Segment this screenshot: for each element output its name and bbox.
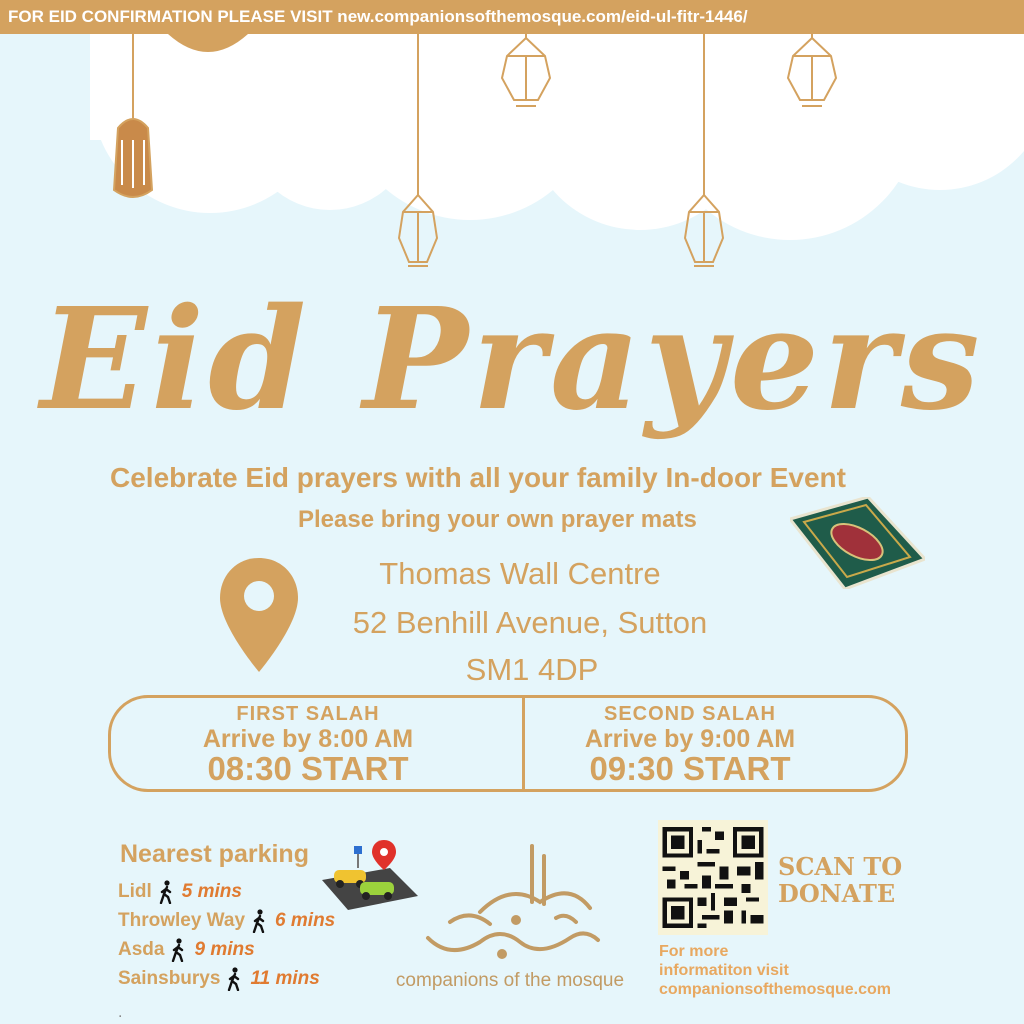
event-subtitle: Celebrate Eid prayers with all your family In-door Event [110,462,846,493]
first-salah-label: FIRST SALAH [236,703,380,725]
walking-person-icon [226,967,242,991]
parking-name: Lidl [118,881,152,903]
walking-person-icon [170,938,186,962]
page-title: Eid Prayers [40,278,984,442]
first-salah [118,703,498,785]
clouds-lanterns-decoration [0,0,1024,300]
parking-time: 11 mins [250,968,320,990]
first-salah-start: 08:30 START [207,750,409,787]
second-salah-arrive: Arrive by 9:00 AM [584,725,796,753]
address-postcode: SM1 4DP [465,652,599,687]
parking-title: Nearest parking [120,840,309,868]
parking-name: Asda [118,939,165,961]
first-salah-arrive: Arrive by 8:00 AM [202,725,414,753]
banner-text: FOR EID CONFIRMATION PLEASE VISIT new.companionsofthemosque.com/eid-ul-fitr-1446/ [8,7,748,26]
parking-item-asda [118,938,255,962]
parking-item-lidl [118,880,242,904]
address-line-2: 52 Benhill Avenue, Sutton [352,605,708,640]
parking-cars-icon [320,838,420,910]
donate-qr-code[interactable] [658,820,768,935]
scan-line-2: DONATE [778,879,896,908]
parking-time: 6 mins [275,910,336,932]
parking-name: Throwley Way [118,910,246,932]
second-salah [500,703,880,785]
prayer-mats-note: Please bring your own prayer mats [298,506,697,533]
walking-person-icon [158,880,174,904]
scan-line-1: SCAN TO [778,852,903,881]
location-pin-icon [218,556,300,674]
companions-logo-icon [420,842,605,970]
second-salah-label: SECOND SALAH [603,703,776,725]
more-info [659,942,891,999]
parking-name: Sainsburys [118,968,221,990]
website-link[interactable]: companionsofthemosque.com [659,981,892,998]
parking-item-throwley-way [118,909,335,933]
prayer-mat-icon [790,497,925,589]
scan-to-donate [778,853,902,907]
more-info-line-1: For more [659,943,729,960]
logo-text: companions of the mosque [395,970,625,991]
walking-person-icon [251,909,267,933]
top-banner [0,0,1024,34]
address-line-1: Thomas Wall Centre [379,556,661,591]
parking-item-sainsburys [118,967,320,991]
parking-time: 5 mins [181,881,242,903]
parking-time: 9 mins [194,939,255,961]
second-salah-start: 09:30 START [589,750,791,787]
more-info-line-2: informatiton visit [659,962,789,979]
footer-dot: . [118,1004,123,1021]
